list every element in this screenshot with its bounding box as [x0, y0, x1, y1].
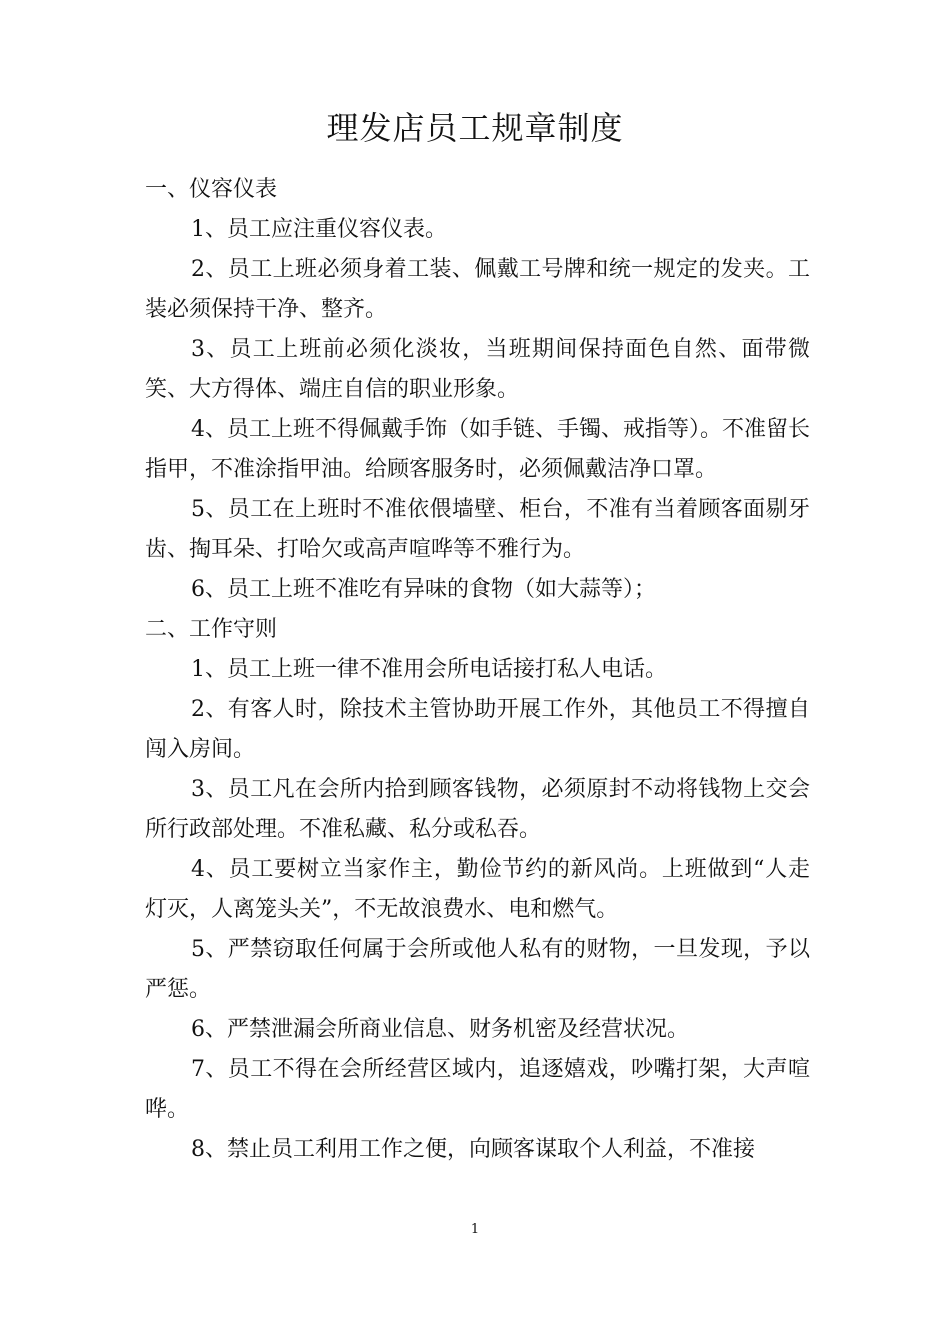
rule-paragraph: 5、员工在上班时不准依偎墙壁、柜台，不准有当着顾客面剔牙齿、掏耳朵、打哈欠或高声喧哗等不雅行为。: [145, 497, 810, 562]
document-title: 理发店员工规章制度: [326, 109, 624, 147]
rule-paragraph: 7、员工不得在会所经营区域内，追逐嬉戏，吵嘴打架，大声喧哗。: [145, 1057, 810, 1122]
rule-paragraph: 5、严禁窃取任何属于会所或他人私有的财物，一旦发现，予以严惩。: [145, 937, 810, 1002]
document-body: [145, 170, 810, 1170]
page-number: 1: [470, 1222, 480, 1237]
rule-paragraph: 1、员工上班一律不准用会所电话接打私人电话。: [191, 657, 667, 682]
rule-paragraph: 2、员工上班必须身着工装、佩戴工号牌和统一规定的发夹。工装必须保持干净、整齐。: [145, 257, 810, 322]
section-heading-work-rules: 二、工作守则: [145, 617, 278, 642]
rule-paragraph: 2、有客人时，除技术主管协助开展工作外，其他员工不得擅自闯入房间。: [145, 697, 810, 762]
rule-paragraph: 6、员工上班不准吃有异味的食物（如大蒜等）；: [191, 577, 656, 602]
rule-paragraph: 1、员工应注重仪容仪表。: [191, 217, 447, 242]
rule-paragraph: 6、严禁泄漏会所商业信息、财务机密及经营状况。: [191, 1017, 689, 1042]
rule-paragraph: 4、员工上班不得佩戴手饰（如手链、手镯、戒指等）。不准留长指甲，不准涂指甲油。给顾客服务时，必须佩戴洁净口罩。: [145, 417, 810, 482]
rule-paragraph: 8、禁止员工利用工作之便，向顾客谋取个人利益，不准接: [191, 1137, 755, 1162]
rule-paragraph: 3、员工凡在会所内拾到顾客钱物，必须原封不动将钱物上交会所行政部处理。不准私藏、私分或私吞。: [145, 777, 810, 842]
rule-paragraph: 3、员工上班前必须化淡妆，当班期间保持面色自然、面带微笑、大方得体、端庄自信的职业形象。: [145, 337, 810, 402]
rule-paragraph: 4、员工要树立当家作主，勤俭节约的新风尚。上班做到“人走灯灭，人离笼头关”，不无故浪费水、电和燃气。: [145, 857, 810, 922]
section-heading-appearance: 一、仪容仪表: [145, 177, 278, 202]
